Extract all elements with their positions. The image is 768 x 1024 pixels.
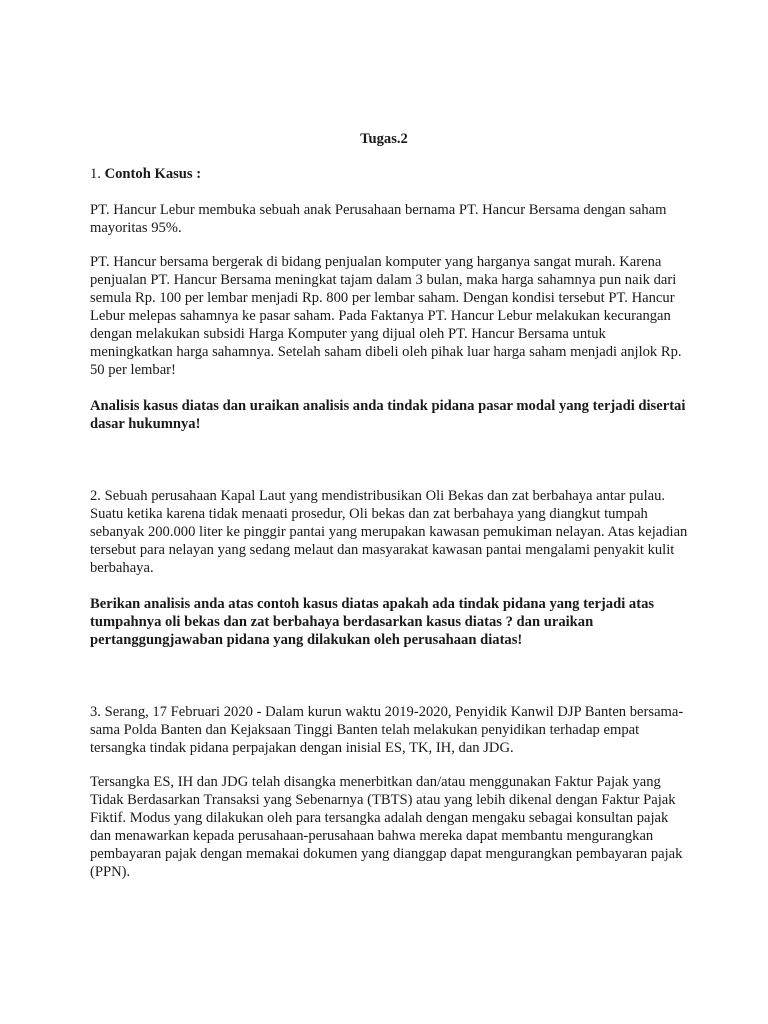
case1-heading xyxy=(90,165,690,183)
case3-paragraph-2: Tersangka ES, IH dan JDG telah disangka menerbitkan dan/atau menggunakan Faktur Pajak yang Tidak Berdasarkan Transaksi yang Sebenarnya (TBTS) atau yang lebih dikenal dengan Faktur Pajak Fiktif. Modus yang dilakukan oleh para tersangka adalah dengan mengaku sebagai konsultan pajak dan menawarkan kepada perusahaan-perusahaan bahwa mereka dapat membantu mengurangkan pembayaran pajak dengan memakai dokumen yang dianggap dapat mengurangkan pembayaran pajak (PPN). xyxy=(90,774,683,880)
case2-paragraph-1: 2. Sebuah perusahaan Kapal Laut yang mendistribusikan Oli Bekas dan zat berbahaya antar pulau. Suatu ketika karena tidak menaati prosedur, Oli bekas dan zat berbahaya yang diangkut tumpah sebanyak 200.000 liter ke pinggir pantai yang merupakan kawasan pemukiman nelayan. Atas kejadian tersebut para nelayan yang sedang melaut dan masyarakat kawasan pantai mengalami penyakit kulit berbahaya. xyxy=(90,488,688,576)
case3-paragraph-1: 3. Serang, 17 Februari 2020 - Dalam kurun waktu 2019-2020, Penyidik Kanwil DJP Banten bersama-sama Polda Banten dan Kejaksaan Tinggi Banten telah melakukan penyidikan terhadap empat tersangka tindak pidana perpajakan dengan inisial ES, TK, IH, dan JDG. xyxy=(90,704,684,756)
document-title: Tugas.2 xyxy=(360,131,408,147)
case1-paragraph-1: PT. Hancur Lebur membuka sebuah anak Perusahaan bernama PT. Hancur Bersama dengan saham mayoritas 95%. xyxy=(90,202,667,236)
case1-question: Analisis kasus diatas dan uraikan analisis anda tindak pidana pasar modal yang terjadi disertai dasar hukumnya! xyxy=(90,398,686,432)
case1-number: 1. xyxy=(90,166,105,182)
case1-heading-label: Contoh Kasus : xyxy=(104,166,202,182)
case2-question: Berikan analisis anda atas contoh kasus diatas apakah ada tindak pidana yang terjadi atas tumpahnya oli bekas dan zat berbahaya berdasarkan kasus diatas ? dan uraikan pertanggungjawaban pidana yang dilakukan oleh perusahaan diatas! xyxy=(90,596,655,648)
case1-paragraph-2: PT. Hancur bersama bergerak di bidang penjualan komputer yang harganya sangat murah. Karena penjualan PT. Hancur Bersama meningkat tajam dalam 3 bulan, maka harga sahamnya pun naik dari semula Rp. 100 per lembar menjadi Rp. 800 per lembar saham. Dengan kondisi tersebut PT. Hancur Lebur melepas sahamnya ke pasar saham. Pada Faktanya PT. Hancur Lebur melakukan kecurangan dengan melakukan subsidi Harga Komputer yang dijual oleh PT. Hancur Bersama untuk meningkatkan harga sahamnya. Setelah saham dibeli oleh pihak luar harga saham menjadi anjlok Rp. 50 per lembar! xyxy=(90,254,682,378)
